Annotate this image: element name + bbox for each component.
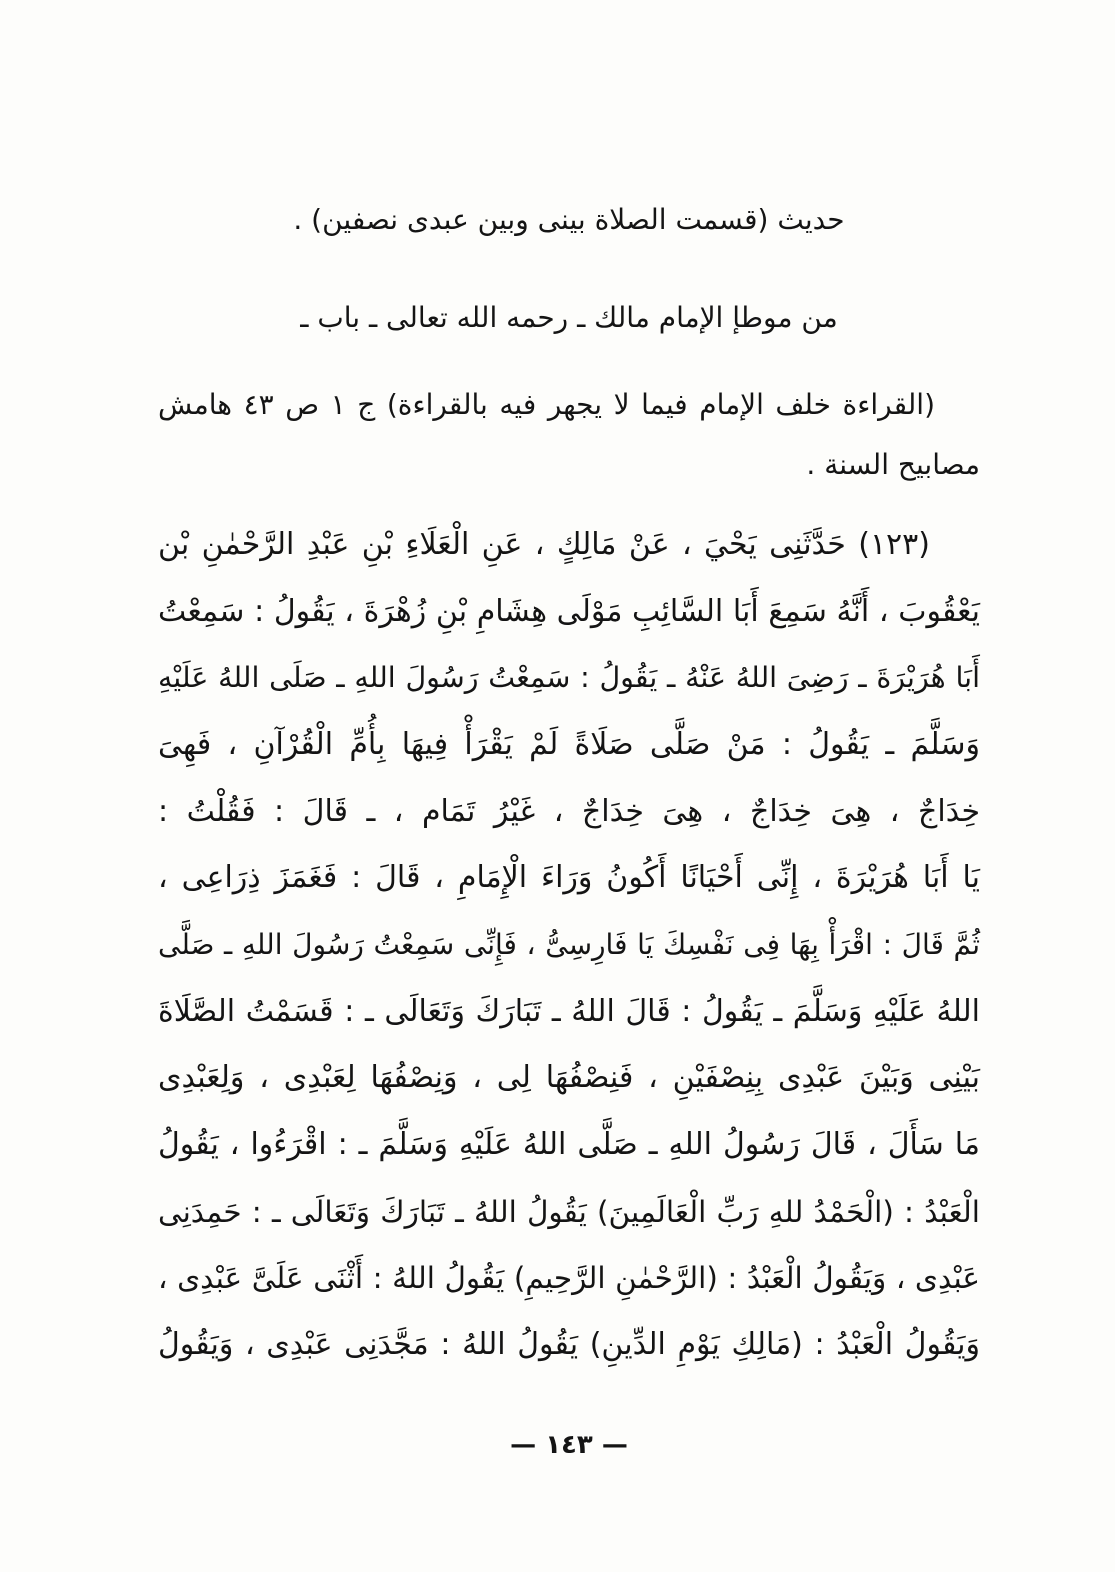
hadith-text-line: خِدَاجٌ ، هِىَ خِدَاجٌ ، هِىَ خِدَاجٌ ، غَيْرُ تَمَام ، ـ قَالَ : فَقُلْتُ :	[158, 794, 980, 829]
hadith-text-line: بَيْنِى وَبَيْنَ عَبْدِى بِنِصْفَيْنِ ، فَنِصْفُهَا لِى ، وَنِصْفُهَا لِعَبْدِى ، وَلِعَبْدِى	[158, 1060, 980, 1095]
source-heading: من موطإ الإمام مالك ـ رحمه الله تعالى ـ باب ـ	[300, 301, 838, 334]
hadith-text-line: وَسَلَّمَ ـ يَقُولُ : مَنْ صَلَّى صَلَاةً لَمْ يَقْرَأْ فِيهَا بِأُمِّ الْقُرْآنِ ، فَهِىَ	[158, 727, 980, 762]
page-number: — ١٤٣ —	[510, 1430, 628, 1460]
reference-line: مصابيح السنة .	[806, 448, 980, 481]
reference-line: (القراءة خلف الإمام فيما لا يجهر فيه بالقراءة) ج ١ ص ٤٣ هامش	[158, 388, 935, 421]
hadith-text-line: عَبْدِى ، وَيَقُولُ الْعَبْدُ : (الرَّحْمٰنِ الرَّحِيمِ) يَقُولُ اللهُ : أَثْنَى عَلَىَّ عَبْدِى ،	[158, 1261, 980, 1295]
hadith-text-line: يَعْقُوبَ ، أَنَّهُ سَمِعَ أَبَا السَّائِبِ مَوْلَى هِشَامِ بْنِ زُهْرَةَ ، يَقُولُ : سَمِعْتُ	[158, 594, 980, 629]
hadith-text-line: مَا سَأَلَ ، قَالَ رَسُولُ اللهِ ـ صَلَّى اللهُ عَلَيْهِ وَسَلَّمَ ـ : اقْرَءُوا ، يَقُولُ	[158, 1127, 980, 1162]
hadith-text-line: وَيَقُولُ الْعَبْدُ : (مَالِكِ يَوْمِ الدِّينِ) يَقُولُ اللهُ : مَجَّدَنِى عَبْدِى ، وَيَقُولُ	[158, 1327, 980, 1362]
hadith-title: حديث (قسمت الصلاة بينى وبين عبدى نصفين) .	[293, 203, 845, 236]
hadith-text-line: يَا أَبَا هُرَيْرَةَ ، إِنِّى أَحْيَانًا أَكُونُ وَرَاءَ الْإِمَامِ ، قَالَ : فَغَمَزَ ذِرَاعِى ،	[158, 860, 980, 895]
hadith-text-line: الْعَبْدُ : (الْحَمْدُ للهِ رَبِّ الْعَالَمِينَ) يَقُولُ اللهُ ـ تَبَارَكَ وَتَعَالَى ـ : حَمِدَنِى	[158, 1195, 980, 1229]
hadith-text-line: ثُمَّ قَالَ : اقْرَأْ بِهَا فِى نَفْسِكَ يَا فَارِسِىُّ ، فَإِنِّى سَمِعْتُ رَسُولَ اللهِ ـ صَلَّى	[158, 928, 980, 961]
hadith-text-line: (١٢٣) حَدَّثَنِى يَحْيَ ، عَنْ مَالِكٍ ، عَنِ الْعَلَاءِ بْنِ عَبْدِ الرَّحْمٰنِ بْن	[158, 527, 930, 562]
hadith-text-line: اللهُ عَلَيْهِ وَسَلَّمَ ـ يَقُولُ : قَالَ اللهُ ـ تَبَارَكَ وَتَعَالَى ـ : قَسَمْتُ الصَّلَاةَ	[158, 994, 980, 1029]
hadith-text-line: أَبَا هُرَيْرَةَ ـ رَضِىَ اللهُ عَنْهُ ـ يَقُولُ : سَمِعْتُ رَسُولَ اللهِ ـ صَلَى اللهُ عَلَيْهِ	[158, 661, 980, 694]
